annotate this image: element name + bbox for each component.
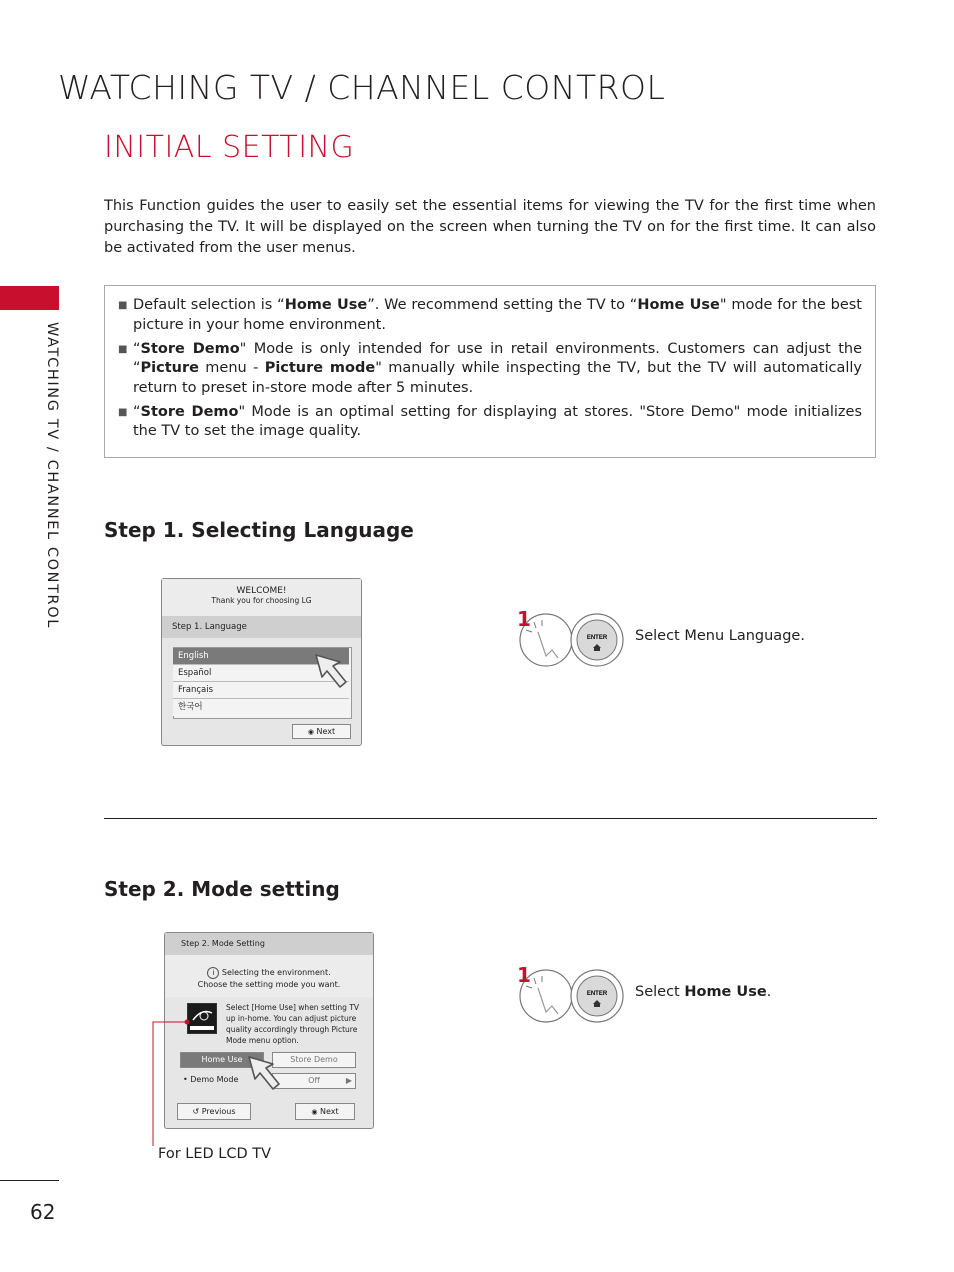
instruction-text: Select [635,984,685,1000]
next-button[interactable] [295,1103,355,1120]
info-icon: i [207,967,219,979]
note-text: " mode for the best picture in your home environment. [133,297,862,333]
enter-label: ENTER [586,991,608,997]
step-mode-bar: Step 2. Mode Setting [165,933,373,955]
language-option-espanol[interactable]: Español [173,665,349,682]
info-line1: Selecting the environment. [221,968,331,977]
previous-label: Previous [201,1107,236,1116]
note-bold: Picture [140,360,199,376]
welcome-text: WELCOME! [236,586,287,596]
note-text: Default selection is “ [133,297,285,313]
pointer-cursor-icon [245,1053,287,1095]
intro-paragraph: This Function guides the user to easily set the essential items for viewing the TV for the first time when purchasing the TV. It will be displayed on the screen when turning the TV on for the first time. It can also be activated from the user menus. [104,198,876,256]
note-bold: Store Demo [140,340,240,357]
notes-box [104,285,876,458]
remote-enter-step1 [516,607,624,668]
step-number: 1 [517,963,531,987]
note-text: “ [133,403,141,420]
note-store-demo-retail [118,340,862,399]
next-label: Next [316,727,336,736]
energy-star-logo [187,1003,217,1034]
back-icon: ↺ [192,1107,200,1116]
note-bold: Home Use [637,297,720,313]
section-divider [104,818,877,819]
note-text: ”. We recommend setting the TV to “ [367,297,638,313]
note-text: menu - [198,360,265,376]
enter-label: ENTER [586,635,608,641]
demo-mode-label: • Demo Mode [183,1075,239,1084]
info-line2: Choose the setting mode you want. [197,980,341,989]
arrow-right-icon[interactable]: ▶ [345,1076,352,1085]
welcome-header [162,579,361,616]
note-text: “ [133,340,141,357]
side-chapter-label: WATCHING TV / CHANNEL CONTROL [44,322,60,629]
callout-line [150,1010,190,1150]
instruction-text: . [766,984,772,1000]
thanks-text: Thank you for choosing LG [211,596,312,605]
note-text: " manually while inspecting the TV, but the TV will automatically return to preset in-store mode after 5 minutes. [133,360,862,396]
language-option-english[interactable]: English [173,648,349,665]
step-number: 1 [517,607,531,631]
note-bold: Home Use [284,297,368,313]
remote-button-icon [516,968,626,1024]
instruction-bold: Home Use [684,984,767,1000]
step1-instruction: Select Menu Language. [635,628,805,644]
side-tab-marker [0,286,59,310]
enter-dot-icon: ◉ [311,1108,318,1116]
remote-button-icon [516,612,626,668]
note-text: " Mode is an optimal setting for displaying at stores. "Store Demo" mode initializes the TV to set the image quality. [133,403,862,439]
mode-description: Select [Home Use] when setting TV up in-home. You can adjust picture quality accordingly through Picture Mode menu option. [226,1003,360,1045]
pointer-cursor-icon [312,651,354,693]
next-button[interactable] [292,724,351,739]
language-screen [161,578,362,746]
note-default-selection [118,296,862,335]
for-led-note: For LED LCD TV [158,1146,272,1162]
language-option-korean[interactable]: 한국어 [173,699,349,716]
demo-mode-value: Off [308,1076,320,1085]
step1-title: Step 1. Selecting Language [104,518,414,542]
remote-enter-step2 [516,963,624,1024]
bullet-icon: ■ [118,406,128,418]
chapter-title: WATCHING TV / CHANNEL CONTROL [58,68,666,107]
next-label: Next [320,1107,339,1116]
home-use-button[interactable]: Home Use [180,1052,264,1068]
mode-setting-screen [164,932,374,1129]
page-number-rule [0,1180,59,1181]
enter-dot-icon: ◉ [307,728,314,736]
note-store-demo-optimal [118,403,862,442]
step-language-bar: Step 1. Language [162,616,361,638]
section-title: INITIAL SETTING [104,130,355,165]
page-number: 62 [30,1200,56,1224]
store-demo-button[interactable]: Store Demo [272,1052,356,1068]
note-text: " Mode is only intended for use in retail environments. Customers can adjust the “ [133,340,863,376]
step2-instruction [635,984,771,1000]
note-bold: Picture mode [264,360,376,376]
note-bold: Store Demo [140,403,239,420]
language-option-francais[interactable]: Français [173,682,349,699]
step2-title: Step 2. Mode setting [104,877,340,901]
info-panel [165,955,373,997]
bullet-icon: ■ [118,300,128,311]
bullet-icon: ■ [118,343,128,355]
